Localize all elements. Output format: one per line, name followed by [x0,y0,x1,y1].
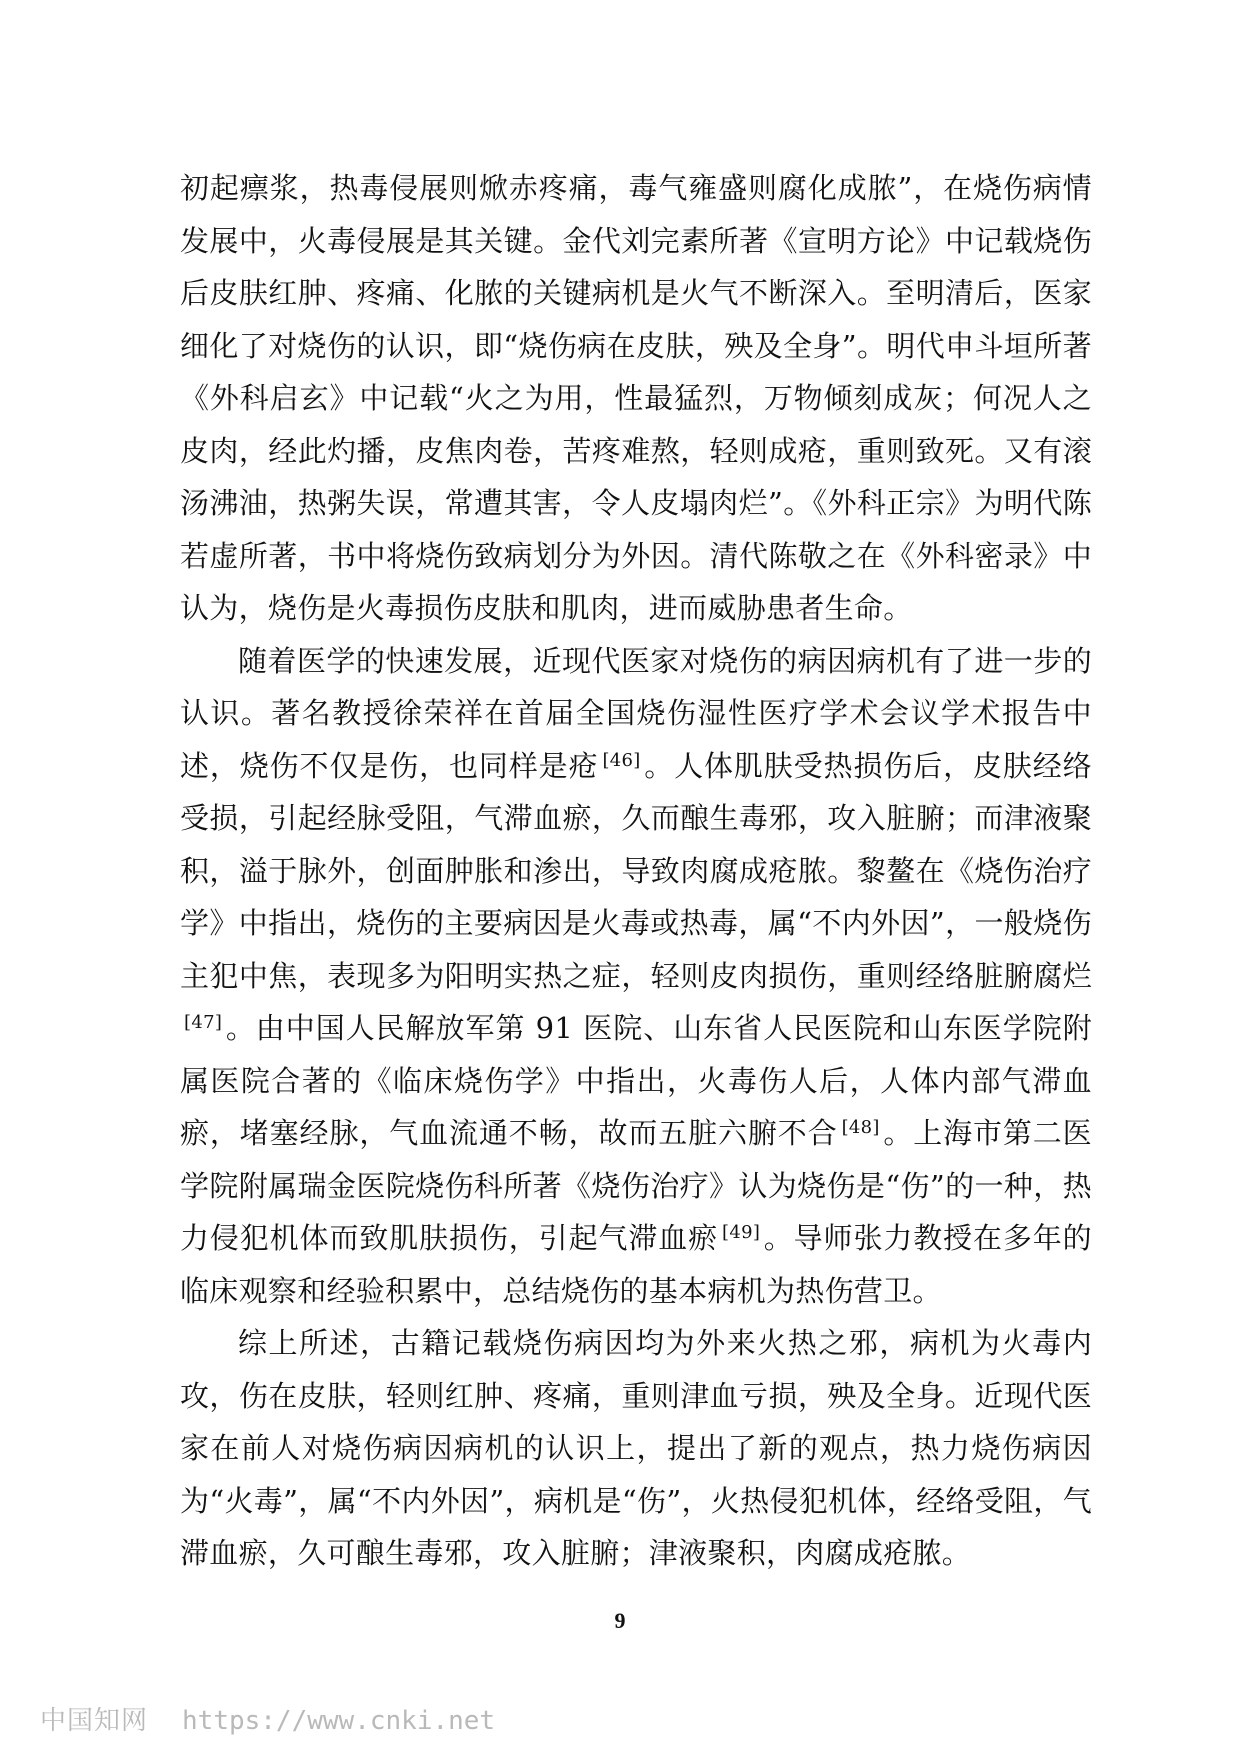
paragraph-1 [180,162,1092,635]
paragraph-text: 。上海市第二医学院附属瑞金医院烧伤科所著《烧伤治疗》认为烧伤是“伤”的一种，热力侵犯机体而致肌肤损伤，引起气滞血瘀 [180,1116,1092,1255]
citation-ref: [47] [184,1012,223,1033]
paragraph-text: 。由中国人民解放军第 91 医院、山东省人民医院和山东医学院附属医院合著的《临床烧伤学》中指出，火毒伤人后，人体内部气滞血瘀，堵塞经脉，气血流通不畅，故而五脏六腑不合 [180,1011,1092,1150]
paragraph-text: 。导师张力教授在多年的临床观察和经验积累中，总结烧伤的基本病机为热伤营卫。 [180,1221,1092,1308]
citation-ref: [48] [841,1117,880,1138]
watermark-site-name: 中国知网 [40,1706,149,1736]
page-body [180,162,1092,1580]
paragraph-2 [180,635,1092,1318]
paragraph-text: 初起瘭浆，热毒侵展则焮赤疼痛，毒气雍盛则腐化成脓”，在烧伤病情发展中，火毒侵展是其关键。金代刘完素所著《宣明方论》中记载烧伤后皮肤红肿、疼痛、化脓的关键病机是火气不断深入。至明清后，医家细化了对烧伤的认识，即“烧伤病在皮肤，殃及全身”。明代申斗垣所著《外科启玄》中记载“火之为用，性最猛烈，万物倾刻成灰；何况人之皮肉，经此灼播，皮焦肉卷，苦疼难熬，轻则成疮，重则致死。又有滚汤沸油，热粥失误，常遭其害，令人皮塌肉烂”。《外科正宗》为明代陈若虚所著，书中将烧伤致病划分为外因。清代陈敬之在《外科密录》中认为，烧伤是火毒损伤皮肤和肌肉，进而威胁患者生命。 [180,171,1092,625]
page-number: 9 [614,1608,626,1633]
paragraph-text: 随着医学的快速发展，近现代医家对烧伤的病因病机有了进一步的认识。著名教授徐荣祥在首届全国烧伤湿性医疗学术会议学术报告中述，烧伤不仅是伤，也同样是疮 [180,643,1092,783]
watermark-url: https://www.cnki.net [182,1706,496,1736]
paragraph-3 [180,1317,1092,1580]
cnki-watermark [40,1700,495,1737]
paragraph-text: 。人体肌肤受热损伤后，皮肤经络受损，引起经脉受阻，气滞血瘀，久而酿生毒邪，攻入脏腑；而津液聚积，溢于脉外，创面肿胀和渗出，导致肉腐成疮脓。黎鳌在《烧伤治疗学》中指出，烧伤的主要病因是火毒或热毒，属“不内外因”，一般烧伤主犯中焦，表现多为阳明实热之症，轻则皮肉损伤，重则经络脏腑腐烂 [180,748,1092,993]
citation-ref: [49] [722,1222,761,1243]
paragraph-text: 综上所述，古籍记载烧伤病因均为外来火热之邪，病机为火毒内攻，伤在皮肤，轻则红肿、疼痛，重则津血亏损，殃及全身。近现代医家在前人对烧伤病因病机的认识上，提出了新的观点，热力烧伤病因为“火毒”，属“不内外因”，病机是“伤”，火热侵犯机体，经络受阻，气滞血瘀，久可酿生毒邪，攻入脏腑；津液聚积，肉腐成疮脓。 [180,1326,1092,1570]
citation-ref: [46] [602,749,641,771]
